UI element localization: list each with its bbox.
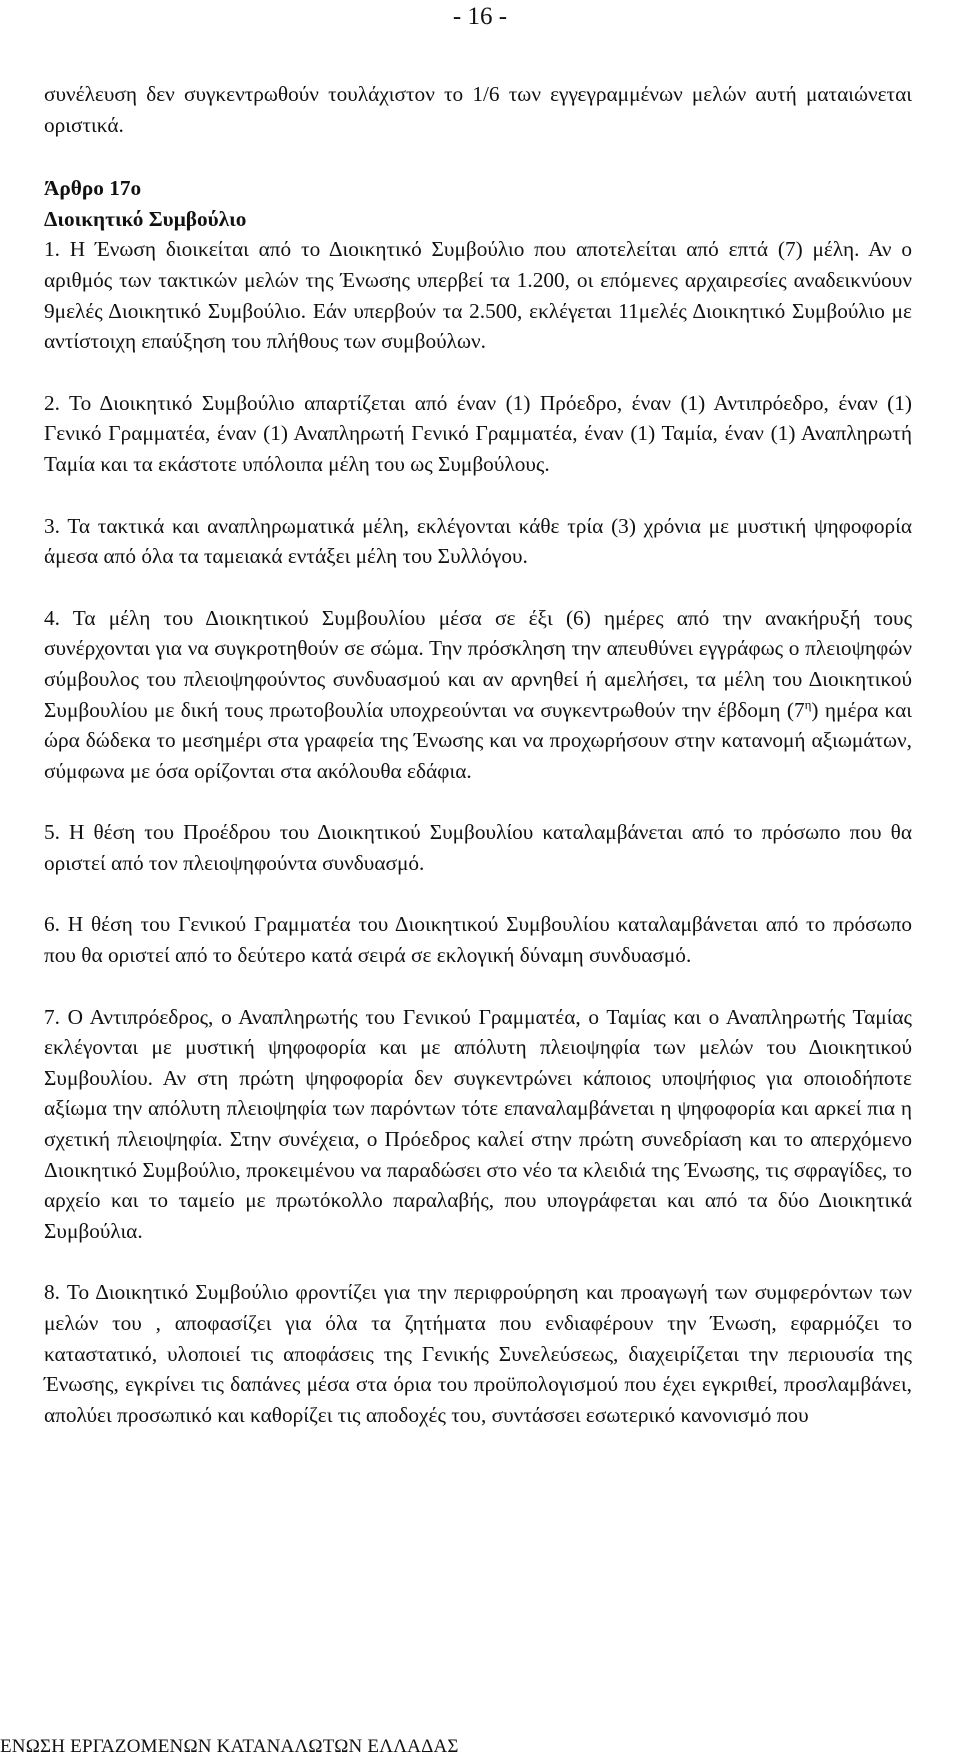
paragraph-8: 8. Το Διοικητικό Συμβούλιο φροντίζει για την περιφρούρηση και προαγωγή των συμφερόντων των μελών του , αποφασίζει για όλα τα ζητήματα που ενδιαφέρουν την Ένωση, εφαρμόζει το καταστατικό, υλοποιεί τις αποφάσεις της Γενικής Συνελεύσεως, διαχειρίζεται την περιουσία της Ένωσης, εγκρίνει τις δαπάνες μέσα στα όρια του προϋπολογισμού που έχει εγκριθεί, προσλαμβάνει, απολύει προσωπικό και καθορίζει τις αποδοχές του, συντάσσει εσωτερικό κανονισμό που <box>44 1280 912 1427</box>
paragraph-1: 1. Η Ένωση διοικείται από το Διοικητικό Συμβούλιο που αποτελείται από επτά (7) μέλη. Αν ο αριθμός των τακτικών μελών της Ένωσης υπερβεί τα 1.200, οι επόμενες αρχαιρεσίες αναδεικνύουν 9μελές Διοικητικό Συμβούλιο. Εάν υπερβούν τα 2.500, εκλέγεται 11μελές Διοικητικό Συμβούλιο με αντίστοιχη επαύξηση του πλήθους των συμβούλων. <box>44 237 912 354</box>
article-subtitle: Διοικητικό Συμβούλιο <box>44 206 247 231</box>
page-number: - 16 - <box>452 3 508 30</box>
paragraph-4-text-start: 4. Τα μέλη του Διοικητικού Συμβουλίου μέσα σε έξι (6) ημέρες από την ανακήρυξή τους συνέρχονται για να συγκροτηθούν σε σώμα. Την πρόσκληση την απευθύνει εγγράφως ο πλειοψηφών σύμβουλος του πλειοψηφούντος συνδυασμού και αν αρνηθεί ή αμελήσει, τα μέλη του Διοικητικού Συμβουλίου με δική τους πρωτοβουλία υποχρεούνται να συγκεντρωθούν την έβδομη (7 <box>44 605 912 722</box>
paragraph-2: 2. Το Διοικητικό Συμβούλιο απαρτίζεται από έναν (1) Πρόεδρο, έναν (1) Αντιπρόεδρο, έναν (1) Γενικό Γραμματέα, έναν (1) Αναπληρωτή Γενικό Γραμματέα, έναν (1) Ταμία, έναν (1) Αναπληρωτή Ταμία και τα εκάστοτε υπόλοιπα μέλη του ως Συμβούλους. <box>44 390 912 476</box>
paragraph-4-text-end: ) ημέρα και ώρα δώδεκα το μεσημέρι στα γραφεία της Ένωσης και να προχωρήσουν στην κατανομή αξιωμάτων, σύμφωνα με όσα ορίζονται στα ακόλουθα εδάφια. <box>44 697 912 783</box>
paragraph-5: 5. Η θέση του Προέδρου του Διοικητικού Συμβουλίου καταλαμβάνεται από το πρόσωπο που θα οριστεί από τον πλειοψηφούντα συνδυασμό. <box>44 820 912 875</box>
paragraph-4 <box>44 603 912 787</box>
article-title: Άρθρο 17ο <box>44 176 142 201</box>
document-body <box>44 79 912 1430</box>
paragraph-4-superscript: η <box>804 696 812 712</box>
intro-paragraph: συνέλευση δεν συγκεντρωθούν τουλάχιστον το 1/6 των εγγεγραμμένων μελών αυτή ματαιώνεται οριστικά. <box>44 82 912 137</box>
page-footer: ΕΝΩΣΗ ΕΡΓΑΖΟΜΕΝΩΝ ΚΑΤΑΝΑΛΩΤΩΝ ΕΛΛΑΔΑΣ <box>0 1736 459 1757</box>
paragraph-7: 7. Ο Αντιπρόεδρος, ο Αναπληρωτής του Γενικού Γραμματέα, ο Ταμίας και ο Αναπληρωτής Ταμίας εκλέγονται με μυστική ψηφοφορία και με απόλυτη πλειοψηφία των μελών του Διοικητικού Συμβουλίου. Αν στη πρώτη ψηφοφορία δεν συγκεντρώνει κάποιος υποψήφιος για οποιοδήποτε αξίωμα την απόλυτη πλειοψηφία των παρόντων τότε επαναλαμβάνεται η ψηφοφορία και αρκεί πια η σχετική πλειοψηφία. Στην συνέχεια, ο Πρόεδρος καλεί στην πρώτη συνεδρίαση και το απερχόμενο Διοικητικό Συμβούλιο, προκειμένου να παραδώσει στο νέο τα κλειδιά της Ένωσης, τις σφραγίδες, το αρχείο και το ταμείο με πρωτόκολλο παραλαβής, που υπογράφεται και από τα δύο Διοικητικά Συμβούλια. <box>44 1004 912 1243</box>
paragraph-6: 6. Η θέση του Γενικού Γραμματέα του Διοικητικού Συμβουλίου καταλαμβάνεται από το πρόσωπο που θα οριστεί από το δεύτερο κατά σειρά σε εκλογική δύναμη συνδυασμό. <box>44 912 912 968</box>
paragraph-3: 3. Τα τακτικά και αναπληρωματικά μέλη, εκλέγονται κάθε τρία (3) χρόνια με μυστική ψηφοφορία άμεσα από όλα τα ταμειακά εντάξει μέλη του Συλλόγου. <box>44 513 912 569</box>
